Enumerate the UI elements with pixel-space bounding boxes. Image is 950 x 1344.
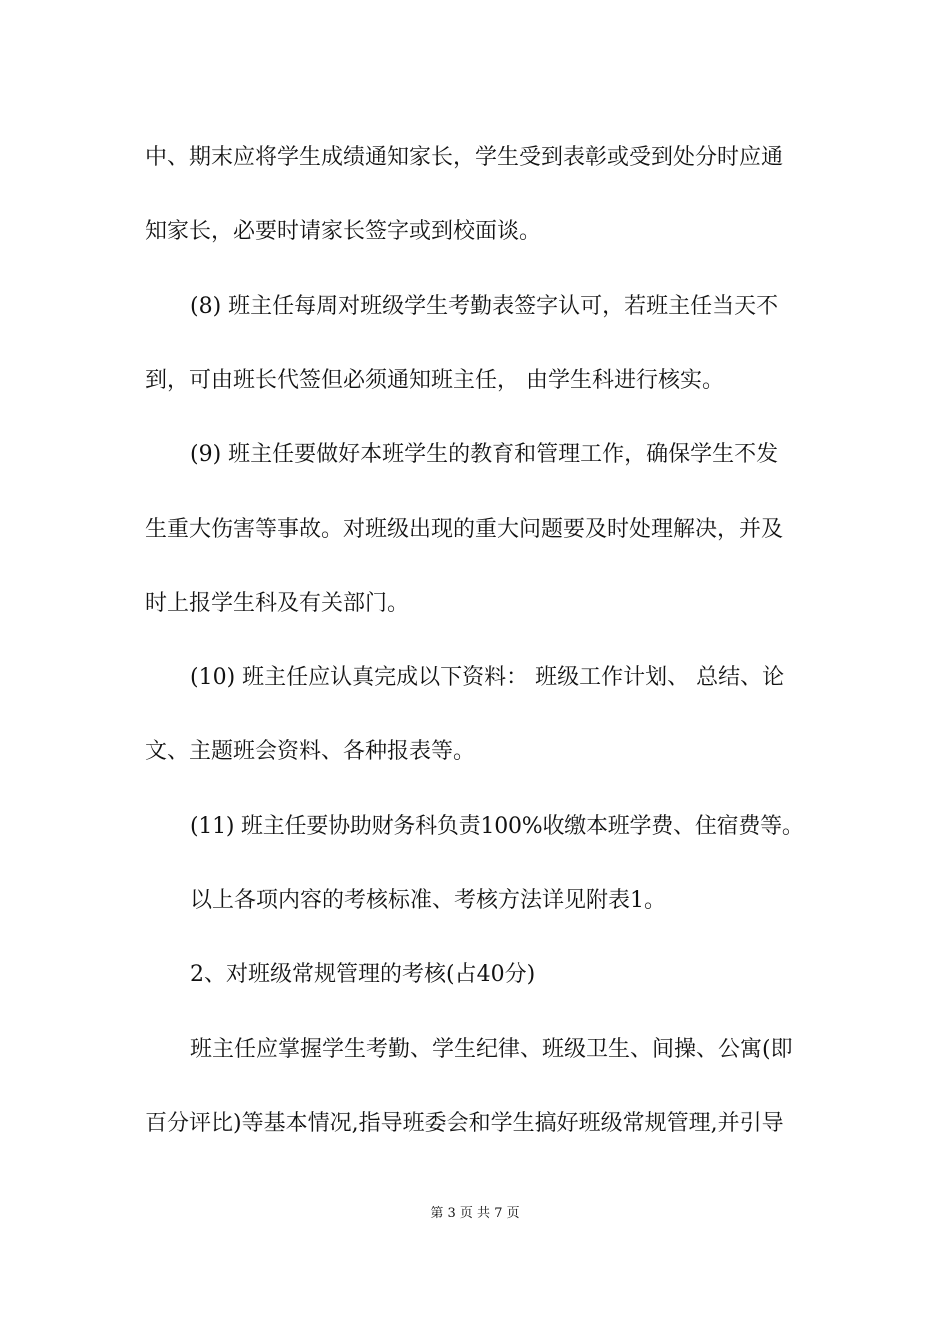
- paragraph-line: 以上各项内容的考核标准、考核方法详见附表1。: [190, 888, 666, 913]
- paragraph-line: 知家长，必要时请家长签字或到校面谈。: [145, 219, 542, 244]
- section-heading: 2、对班级常规管理的考核(占40分): [190, 962, 536, 987]
- page-number-footer: 第 3 页 共 7 页: [430, 1206, 520, 1221]
- paragraph-line: 文、主题班会资料、各种报表等。: [145, 739, 476, 764]
- paragraph-line: 生重大伤害等事故。对班级出现的重大问题要及时处理解决，并及: [145, 517, 784, 542]
- paragraph-line: (9) 班主任要做好本班学生的教育和管理工作，确保学生不发: [190, 442, 779, 467]
- paragraph-line: (11) 班主任要协助财务科负责100%收缴本班学费、住宿费等。: [190, 814, 804, 839]
- paragraph-line: 到，可由班长代签但必须通知班主任， 由学生科进行核实。: [145, 368, 724, 393]
- paragraph-line: (10) 班主任应认真完成以下资料： 班级工作计划、 总结、论: [190, 665, 785, 690]
- paragraph-line: 百分评比)等基本情况,指导班委会和学生搞好班级常规管理,并引导: [145, 1111, 784, 1136]
- paragraph-line: 时上报学生科及有关部门。: [145, 591, 410, 616]
- paragraph-line: 班主任应掌握学生考勤、学生纪律、班级卫生、间操、公寓(即: [190, 1037, 793, 1062]
- paragraph-line: (8) 班主任每周对班级学生考勤表签字认可，若班主任当天不: [190, 294, 779, 319]
- paragraph-line: 中、期末应将学生成绩通知家长，学生受到表彰或受到处分时应通: [145, 145, 784, 170]
